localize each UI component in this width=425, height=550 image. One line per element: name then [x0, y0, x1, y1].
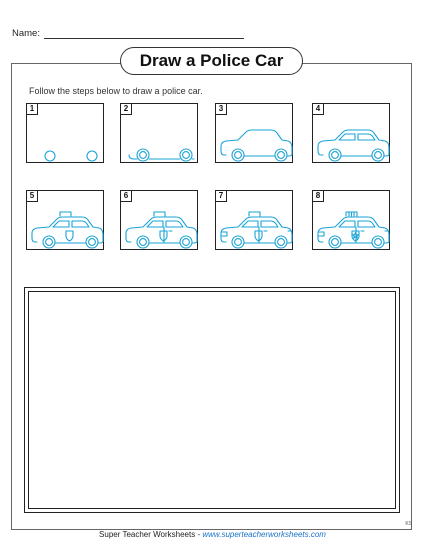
instructions-text: Follow the steps below to draw a police car.	[29, 86, 203, 96]
step-8-drawing	[313, 191, 391, 251]
step-number-8: 8	[313, 191, 324, 202]
worksheet-code: KS	[405, 521, 412, 527]
step-number-6: 6	[121, 191, 132, 202]
step-box-2	[120, 103, 198, 163]
step-number-3: 3	[216, 104, 227, 115]
step-2-drawing	[121, 104, 199, 164]
drawing-area-inner-border	[28, 291, 396, 509]
step-box-4	[312, 103, 390, 163]
step-6-drawing	[121, 191, 199, 251]
drawing-area[interactable]	[24, 287, 400, 513]
step-number-1: 1	[27, 104, 38, 115]
step-box-3	[215, 103, 293, 163]
step-box-5	[26, 190, 104, 250]
step-number-2: 2	[121, 104, 132, 115]
step-4-drawing	[313, 104, 391, 164]
step-3-drawing	[216, 104, 294, 164]
footer-url-link[interactable]: www.superteacherworksheets.com	[202, 530, 326, 539]
step-box-7	[215, 190, 293, 250]
name-field	[12, 28, 244, 39]
step-box-1	[26, 103, 104, 163]
name-line[interactable]	[44, 29, 244, 39]
step-7-drawing	[216, 191, 294, 251]
step-number-4: 4	[313, 104, 324, 115]
footer-separator: -	[195, 530, 203, 539]
step-number-7: 7	[216, 191, 227, 202]
worksheet-title: Draw a Police Car	[120, 47, 303, 75]
step-box-8	[312, 190, 390, 250]
step-1-drawing	[27, 104, 105, 164]
step-number-5: 5	[27, 191, 38, 202]
step-box-6	[120, 190, 198, 250]
footer	[0, 530, 425, 539]
step-5-drawing	[27, 191, 105, 251]
name-label: Name:	[12, 28, 40, 39]
footer-site-name: Super Teacher Worksheets	[99, 530, 196, 539]
